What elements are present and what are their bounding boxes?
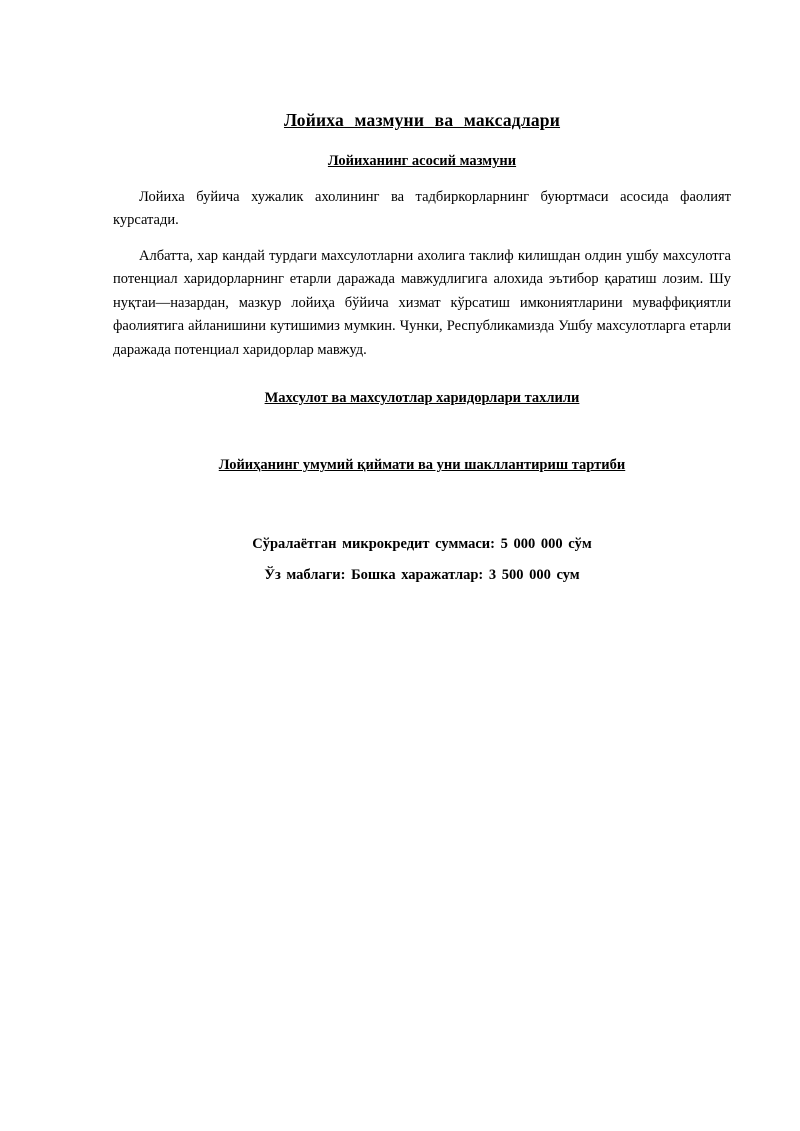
paragraph-demand-analysis: Албатта, хар кандай турдаги махсулотларни ахолига таклиф килишдан олдин ушбу махсулотга потенциал харидорларнинг етарли даражада мавжудлигига алохида эътибор қаратиш лозим. Шу нуқтаи—назардан, мазкур лойиҳа бўйича хизмат кўрсатиш имкониятларини муваффиқиятли фаолиятига айланишини кутишимиз мумкин. Чунки, Республикамизда Ушбу махсулотларга етарли даражада потенциал харидорлар мавжуд. <box>113 247 731 358</box>
section-heading-project-value: Лойиҳанинг умумий қиймати ва уни шакллантириш тартиби <box>218 457 626 474</box>
amount-own-funds-other-expenses: Ўз маблаги: Бошка харажатлар: 3 500 000 сум <box>264 567 580 584</box>
spacer-before-value-heading <box>113 423 731 457</box>
section-heading-products-buyers: Махсулот ва махсулотлар харидорлари тахлили <box>264 390 580 407</box>
paragraph-activity: Лойиха буйича хужалик ахолининг ва тадбиркорларнинг буюртмаси асосида фаолият курсатади. <box>113 189 731 229</box>
spacer-before-amounts <box>113 490 731 536</box>
amount-requested-microcredit: Сўралаётган микрокредит суммаси: 5 000 000 сўм <box>252 536 592 553</box>
section-heading-main-content: Лойиханинг асосий мазмуни <box>327 153 517 169</box>
page-title: Лойиха мазмуни ва максадлари <box>283 110 561 130</box>
spacer-after-paragraphs <box>113 374 731 390</box>
document-body <box>113 110 731 598</box>
